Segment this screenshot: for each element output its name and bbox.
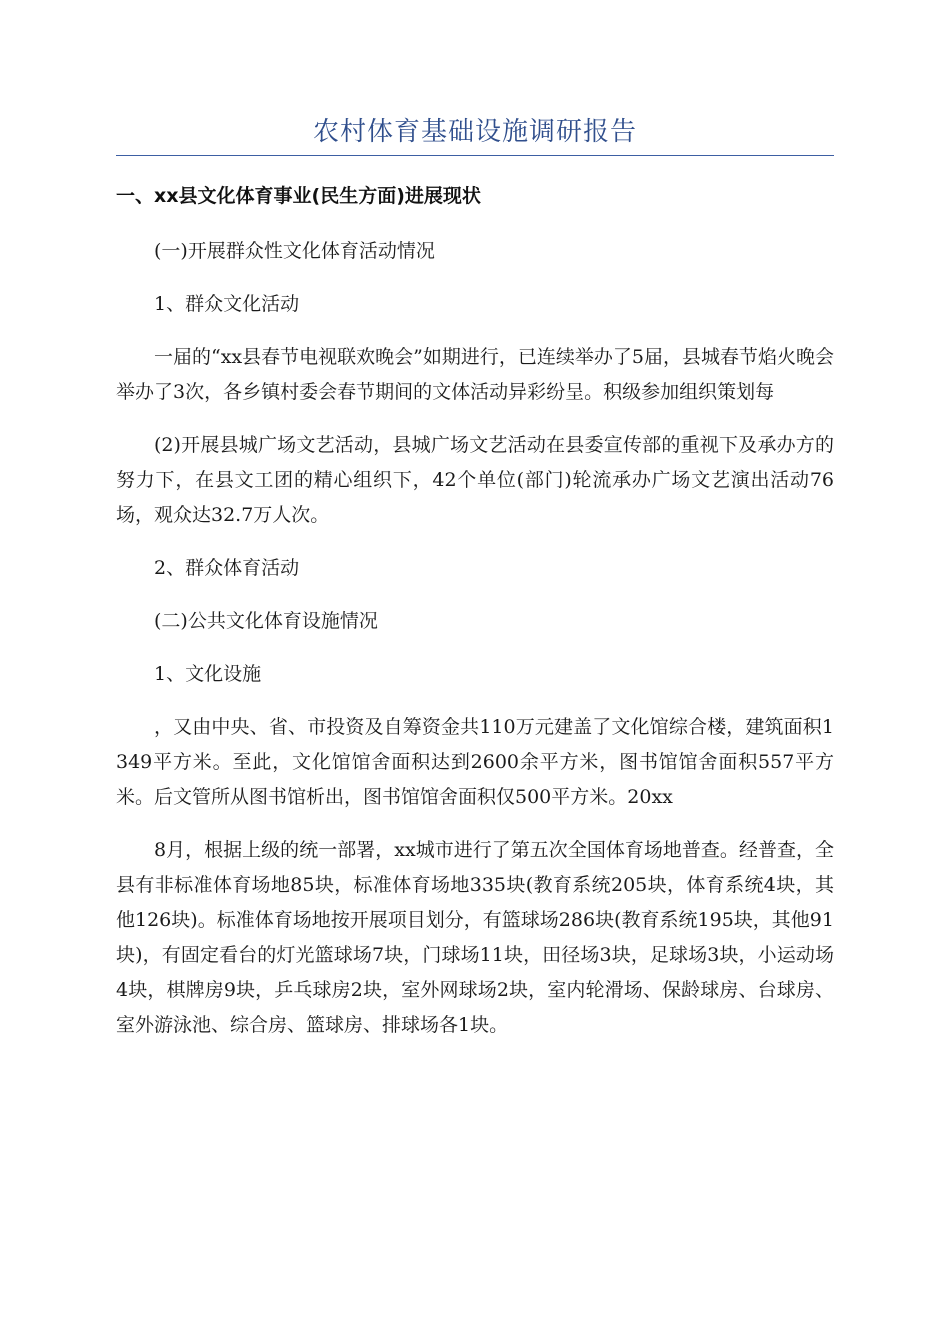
title-divider (116, 155, 834, 156)
paragraph: 一届的“xx县春节电视联欢晚会”如期进行，已连续举办了5届，县城春节焰火晚会举办了3次，各乡镇村委会春节期间的文体活动异彩纷呈。积级参加组织策划每 (116, 346, 834, 403)
paragraph: (一)开展群众性文化体育活动情况 (154, 240, 435, 262)
document-body (116, 180, 834, 1061)
paragraph: 1、文化设施 (154, 663, 262, 685)
paragraph: ，又由中央、省、市投资及自筹资金共110万元建盖了文化馆综合楼，建筑面积1349平方米。至此，文化馆馆舍面积达到2600余平方米，图书馆馆舍面积557平方米。后文管所从图书馆析出，图书馆馆舍面积仅500平方米。20xx (116, 716, 834, 808)
paragraph: 2、群众体育活动 (154, 557, 300, 579)
section-heading: 一、xx县文化体育事业(民生方面)进展现状 (116, 185, 481, 207)
paragraph: (2)开展县城广场文艺活动，县城广场文艺活动在县委宣传部的重视下及承办方的努力下，在县文工团的精心组织下，42个单位(部门)轮流承办广场文艺演出活动76场，观众达32.7万人次。 (116, 434, 834, 526)
paragraph: 1、群众文化活动 (154, 293, 300, 315)
paragraph: 8月，根据上级的统一部署，xx城市进行了第五次全国体育场地普查。经普查，全县有非标准体育场地85块，标准体育场地335块(教育系统205块，体育系统4块，其他126块)。标准体育场地按开展项目划分，有篮球场286块(教育系统195块，其他91块)，有固定看台的灯光篮球场7块，门球场11块，田径场3块，足球场3块，小运动场4块，棋牌房9块，乒乓球房2块，室外网球场2块，室内轮滑场、保龄球房、台球房、室外游泳池、综合房、篮球房、排球场各1块。 (116, 839, 834, 1036)
page-title: 农村体育基础设施调研报告 (312, 117, 637, 147)
paragraph: (二)公共文化体育设施情况 (154, 610, 378, 632)
